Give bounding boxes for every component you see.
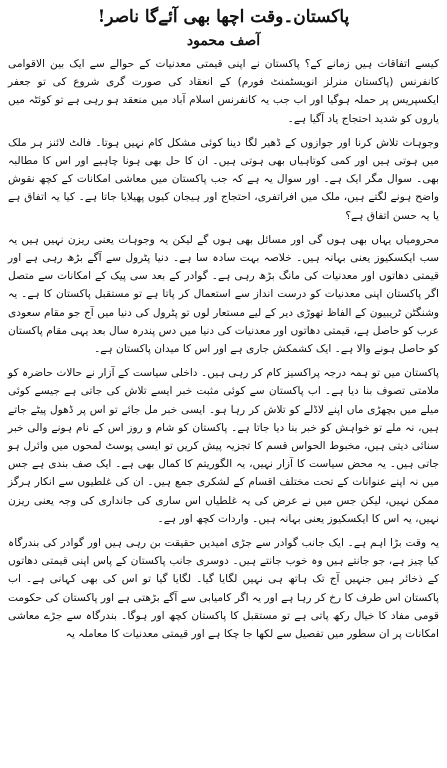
article-author: آصف محمود [186,33,261,49]
article-paragraph: کیسے اتفاقات ہیں زمانے کے؟ پاکستان نے اپنی قیمتی معدنیات کے حوالے سے ایک بین الاقوامی کانفرنس (پاکستان منرلز انویسٹمنٹ فورم) کے انعقاد کی صورت گری شروع کی تو جعفر ایکسپریس پر حملہ ہوگیا اور اب جب یہ کانفرنس اسلام آباد میں منعقد ہو رہی ہے تو کوئٹہ میں یاروں کو شدید احتجاج یاد آگیا ہے۔ [8,58,439,125]
article-paragraph: محرومیاں یہاں بھی ہوں گی اور مسائل بھی ہوں گے لیکن یہ وجوہات یعنی ریزن نہیں ہیں یہ سب ایکسکیوز یعنی بہانہ ہیں۔ خلاصہ بہت سادہ سا ہے۔ دنیا پٹرول سے آگے بڑھ رہی ہے اور قیمتی دھاتوں اور معدنیات کی مانگ بڑھ رہی ہے۔ گوادر کے بعد سی پیک کے امکانات سے متصل اگر پاکستان اپنی معدنیات کو درست انداز سے استعمال کر پاتا ہے تو مستقبل پاکستان کا ہے۔ یہ وشنگٹن ٹریبیون کے الفاظ تھوڑی دیر کے لیے مستعار لوں تو پٹرول کی دنیا میں آج جو مقام سعودی عرب کو حاصل ہے، قیمتی دھاتوں اور معدنیات کی دنیا میں دس پندرہ سال بعد یہی مقام پاکستان کو حاصل ہونے والا ہے۔ ایک کشمکش جاری ہے اور اس کا میدان پاکستان ہے۔ [8,233,439,356]
article-paragraph: یہ وقت بڑا اہم ہے۔ ایک جانب گوادر سے جڑی امیدیں حقیقت بن رہی ہیں اور گوادر کی بندرگاہ کیا چیز ہے، جو جانتے ہیں وہ خوب جانتے ہیں۔ دوسری جانب پاکستان کے پاس اپنی قیمتی دھاتوں کے ذخائر ہیں جنہیں آج تک ہاتھ ہی نہیں لگایا گیا۔ لگایا گیا تو اس کی بھی کہانی ہے۔ اب پاکستان اس طرف کا رخ کر رہا ہے اور یہ اگر کامیابی سے آگے بڑھتی ہے اور پاکستان کی حکومت قومی مفاد کا خیال رکھ پاتی ہے تو مستقبل کا پاکستان کچھ اور ہوگا۔ بندرگاہ سے جڑے معاشی امکانات پر ان سطور میں تفصیل سے لکھا جا چکا ہے اور قیمتی معدنیات کا معاملہ یہ [8,537,439,641]
article-title: پاکستان۔وقت اچھا بھی آئےگا ناصر! [97,7,350,27]
article-paragraph: وجوہات تلاش کرنا اور جوازوں کے ڈھیر لگا دینا کوئی مشکل کام نہیں ہوتا۔ فالٹ لائنز ہر ملک میں ہوتی ہیں اور کمی کوتاہیاں بھی ہوتی ہیں۔ ان کا حل بھی ہونا چاہیے اور اس کا مطالبہ بھی۔ سوال مگر ایک ہے۔ اور سوال یہ ہے کہ جب پاکستان میں معاشی امکانات کے کچھ نقوش واضح ہونے لگتے ہیں، ملک میں افراتفری، احتجاج اور ہیجان کیوں پھیلایا جاتا ہے۔ کیا یہ اتفاق ہے یا یہ حسن اتفاق ہے؟ [8,136,439,222]
article-paragraph: پاکستان میں تو ہمہ درجہ پراکسیز کام کر رہی ہیں۔ داخلی سیاست کے آزار نے حالات حاضرہ کو ملامتی تصوف بنا دیا ہے۔ اب پاکستان سے کوئی مثبت خبر ایسے تلاش کی جاتی ہے جیسے کوئی میلے میں بچھڑی ماں اپنے لاڈلے کو تلاش کر رہا ہو۔ ایسی خبر مل جائے تو اس پر ڈھول پیٹے جاتے ہیں، نہ ملے تو خواہش کو خبر بنا دیا جاتا ہے۔ پاکستان کو شام و روز اس کے نام ہونے والی خبر سنائی دیتی ہیں، مخبوط الحواس قسم کا تجزیہ پیش کریں تو ایسی پوسٹ لمحوں میں وائرل ہو جاتی ہیں۔ یہ محض سیاست کا آزار نہیں، یہ الگوریتم کا کمال بھی ہے۔ ایک صف بندی ہے جس میں نہ اپنے عنوانات کے تحت مختلف اقسام کے لشکری جمع ہیں۔ ان کی غلطیوں سے انکار ہرگز ممکن نہیں، لیکن جس میں نے عرض کی یہ غلطیاں اس ساری کی جانداری کی وجہ یعنی ریزن نہیں، یہ اس کا ایکسکیوز یعنی بہانہ ہیں۔ واردات کچھ اور ہے۔ [8,367,439,525]
